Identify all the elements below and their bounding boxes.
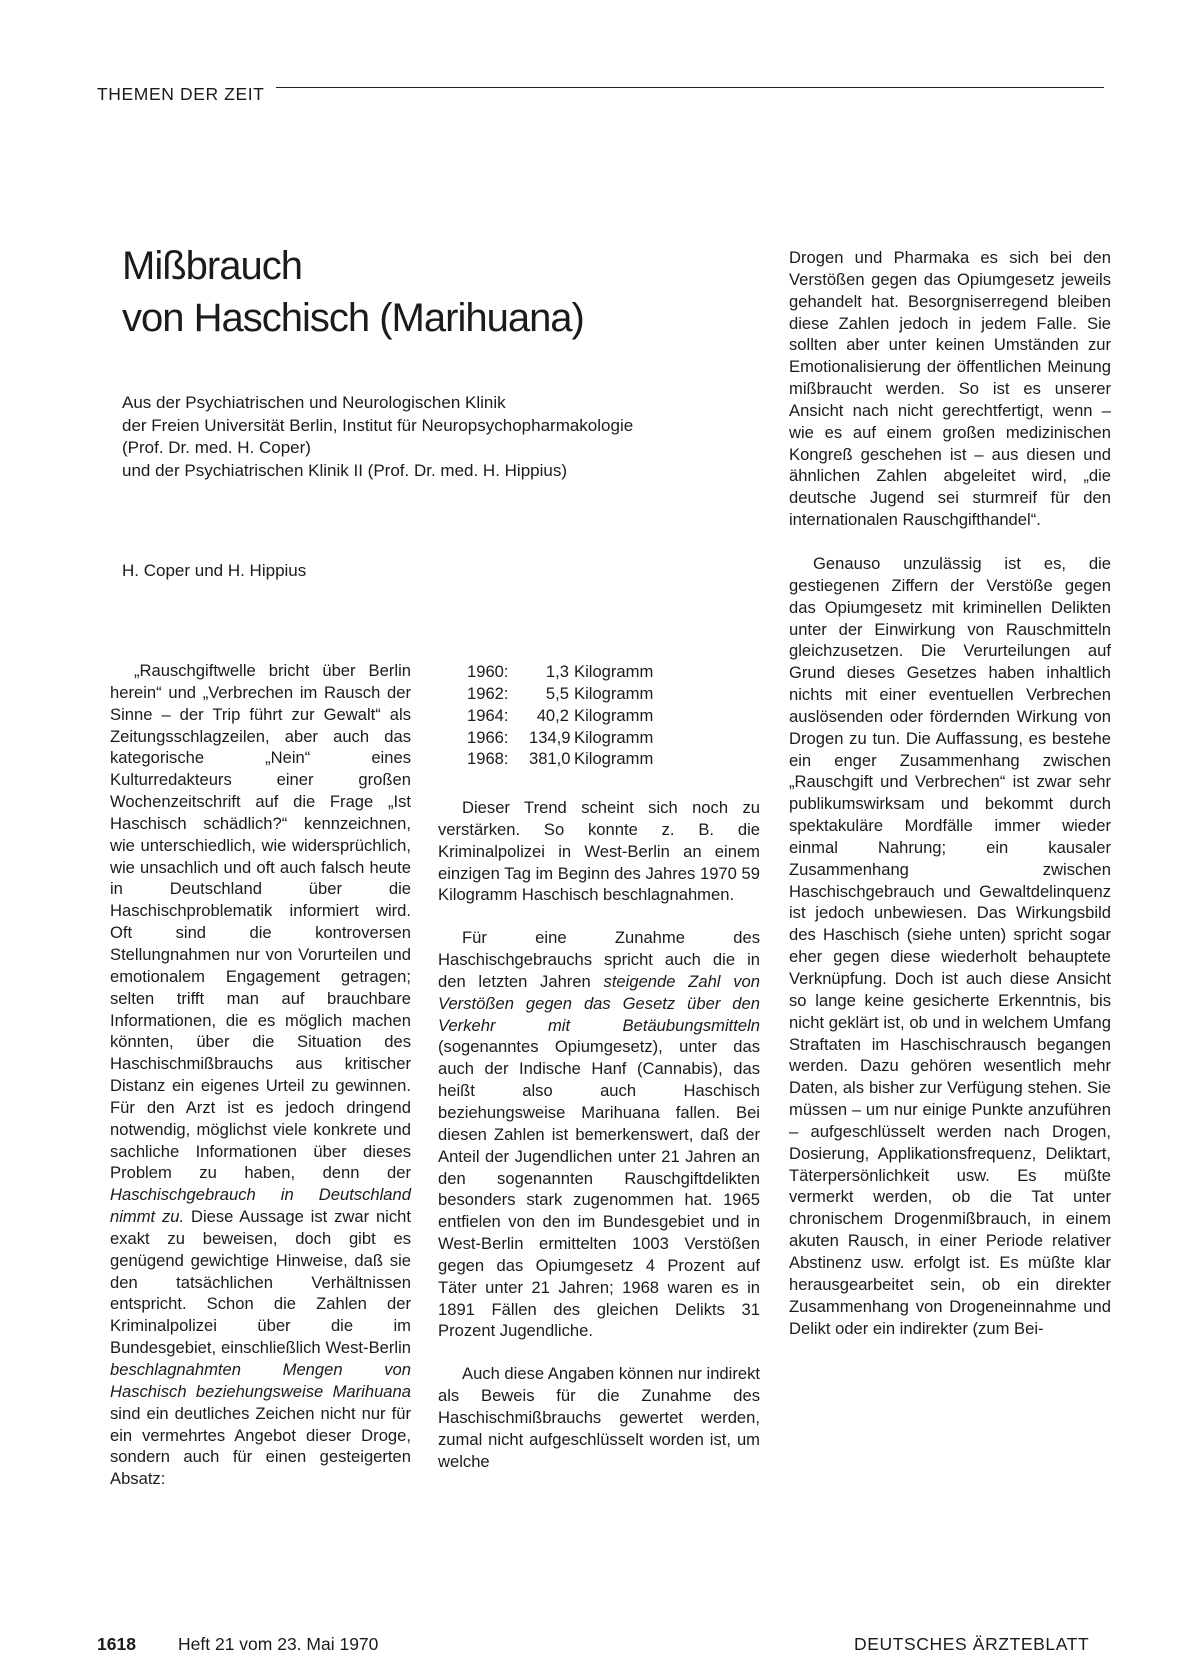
seizure-row <box>467 705 653 727</box>
paragraph: Dieser Trend scheint sich noch zu verstärken. So konnte z. B. die Kriminalpolizei in West-Berlin an einem einzigen Tag im Beginn des Jahres 1970 59 Kilogramm Haschisch beschlagnahmen. <box>438 798 760 905</box>
authors: H. Coper und H. Hippius <box>122 561 307 580</box>
issue-info: Heft 21 vom 23. Mai 1970 <box>178 1634 379 1654</box>
page-number: 1618 <box>97 1634 136 1654</box>
journal-name: DEUTSCHES ÄRZTEBLATT <box>854 1634 1090 1654</box>
text-run: Für eine Zunahme des Haschischgebrauchs spricht auch die in den letzten Jahren <box>438 928 760 991</box>
seizure-table <box>467 661 653 770</box>
seizure-amount: 1,3 <box>545 662 569 681</box>
seizure-row <box>467 727 653 749</box>
seizure-year: 1964: <box>467 705 509 725</box>
emphasis: beschlagnahmten Mengen von Haschisch beziehungsweise Marihuana <box>110 1360 411 1401</box>
affiliation-line: und der Psychiatrischen Klinik II (Prof. Dr. med. H. Hippius) <box>122 460 567 480</box>
paragraph <box>438 927 760 1342</box>
column-1 <box>110 660 411 1490</box>
column-2 <box>438 797 760 1472</box>
seizure-year: 1962: <box>467 683 509 703</box>
seizure-amount: 381,0 <box>529 749 571 769</box>
seizure-year: 1968: <box>467 749 509 769</box>
paragraph: Auch diese Angaben können nur indirekt als Beweis für die Zunahme des Haschischmißbrauchs gewertet werden, zumal nicht aufgeschlüsselt worden ist, um welche <box>438 1364 760 1471</box>
text-run: (sogenanntes Opiumgesetz), unter das auch der Indische Hanf (Cannabis), das heißt also auch Haschisch beziehungsweise Marihuana fallen. Bei diesen Zahlen ist bemerkenswert, daß der Anteil der Jugendlichen unter 21 Jahren an den sogenannten Rauschgiftdelikten besonders stark zugenommen hat. 1965 entfielen von den im Bundesgebiet und in West-Berlin ermittelten 1003 Verstößen gegen das Opiumgesetz 4 Prozent auf Täter unter 21 Jahren; 1968 waren es in 1891 Fällen des gleichen Delikts 31 Prozent Jugendliche. <box>438 1037 760 1341</box>
article-title <box>122 240 584 344</box>
title-line-1: Mißbrauch <box>122 244 302 288</box>
seizure-unit: Kilogramm <box>574 705 654 725</box>
affiliation <box>122 392 633 482</box>
seizure-row <box>467 661 653 683</box>
column-3 <box>789 247 1111 1339</box>
seizure-unit: Kilogramm <box>574 749 654 769</box>
text-run: Diese Aussage ist zwar nicht exakt zu beweisen, doch gibt es genügend gewichtige Hinweise, daß sie den tatsächlichen Verhältnissen entspricht. Schon die Zahlen der Kriminalpolizei über die im Bundesgebiet, einschließlich West-Berlin <box>110 1207 411 1358</box>
seizure-unit: Kilogramm <box>574 683 654 703</box>
paragraph: Drogen und Pharmaka es sich bei den Verstößen gegen das Opiumgesetz jeweils gehandelt hat. Besorgniserregend bleiben diese Zahlen jedoch in jedem Falle. Sie sollten aber unter keinen Umständen zur Emotionalisierung der öffentlichen Meinung mißbraucht werden. So ist es unserer Ansicht nach nicht gerechtfertigt, wenn – wie es auf einem großen medizinischen Kongreß geschehen ist – aus diesen und ähnlichen Zahlen abgeleitet wird, „die deutsche Jugend sei sturmreif für den internationalen Rauschgifthandel“. <box>789 248 1111 530</box>
seizure-year: 1960: <box>467 662 509 681</box>
header-rule <box>276 87 1104 88</box>
paragraph <box>110 660 411 1490</box>
text-run: „Rauschgiftwelle bricht über Berlin herein“ und „Verbrechen im Rausch der Sinne – der Trip führt zur Gewalt“ als Zeitungsschlagzeilen, aber auch das kategorische „Nein“ eines Kulturredakteurs einer großen Wochenzeitschrift auf die Frage „Ist Haschisch schädlich?“ kennzeichnen, wie unterschiedlich, wie widersprüchlich, wie unsachlich und oft auch falsch heute in Deutschland über die Haschischproblematik informiert wird. Oft sind die kontroversen Stellungnahmen nur von Vorurteilen und emotionalem Engagement getragen; selten trifft man auf brauchbare Informationen, die es möglich machen könnten, über die Situation des Haschischmißbrauchs aus kritischer Distanz ein eigenes Urteil zu gewinnen. Für den Arzt ist es jedoch dringend notwendig, möglichst viele konkrete und sachliche Informationen über dieses Problem zu haben, denn der <box>110 661 411 1183</box>
title-line-2: von Haschisch (Marihuana) <box>122 296 584 340</box>
seizure-row <box>467 683 653 705</box>
seizure-amount: 5,5 <box>545 683 569 703</box>
emphasis: Haschischgebrauch in Deutschland nimmt zu. <box>110 1185 411 1227</box>
seizure-row <box>467 748 653 770</box>
text-run: sind ein deutliches Zeichen nicht nur für ein vermehrtes Angebot dieser Droge, sondern auch für einen gesteigerten Absatz: <box>110 1403 411 1489</box>
affiliation-line: Aus der Psychiatrischen und Neurologischen Klinik <box>122 393 506 412</box>
seizure-unit: Kilogramm <box>574 662 654 681</box>
affiliation-line: (Prof. Dr. med. H. Coper) <box>122 438 311 457</box>
seizure-amount: 40,2 <box>536 705 569 725</box>
seizure-amount: 134,9 <box>529 727 571 747</box>
affiliation-line: der Freien Universität Berlin, Institut für Neuropsychopharmakologie <box>122 415 634 435</box>
seizure-year: 1966: <box>467 727 509 747</box>
emphasis: steigende Zahl von Verstößen gegen das Gesetz über den Verkehr mit Betäubungsmitteln <box>438 971 760 1035</box>
section-label: THEMEN DER ZEIT <box>97 84 265 104</box>
seizure-unit: Kilogramm <box>574 727 654 747</box>
paragraph: Genauso unzulässig ist es, die gestiegenen Ziffern der Verstöße gegen das Opiumgesetz mit kriminellen Delikten unter der Einwirkung von Rauschmitteln gleichzusetzen. Die Verurteilungen auf Grund dieses Gesetzes haben inhaltlich nichts mit einer eventuellen Verbrechen auslösenden oder fördernden Wirkung von Drogen zu tun. Die Auffassung, es bestehe ein enger Zusammenhang zwischen „Rauschgift und Verbrechen“ ist zwar sehr publikumswirksam und bekommt durch spektakuläre Mordfälle immer wieder einmal Nahrung; ein kausaler Zusammenhang zwischen Haschischgebrauch und Gewaltdelinquenz ist jedoch unbewiesen. Das Wirkungsbild des Haschisch (siehe unten) spricht sogar eher gegen diese wiederholt behauptete Verknüpfung. Doch ist auch diese Ansicht so lange keine gesicherte Erkenntnis, bis nicht geklärt ist, ob und in welchem Umfang Straftaten im Haschischrausch begangen werden. Dazu gehören wesentlich mehr Daten, als bisher zur Verfügung stehen. Sie müssen – um nur einige Punkte anzuführen – aufgeschlüsselt werden nach Drogen, Dosierung, Applikationsfrequenz, Deliktart, Täterpersönlichkeit usw. Es müßte vermerkt werden, ob die Tat unter chronischem Drogenmißbrauch, in einem akuten Rausch, in einer Periode relativer Abstinenz usw. erfolgt ist. Es müßte klar herausgearbeitet sein, ob ein direkter Zusammenhang von Drogeneinnahme und Delikt oder ein indirekter (zum Bei- <box>789 553 1111 1338</box>
